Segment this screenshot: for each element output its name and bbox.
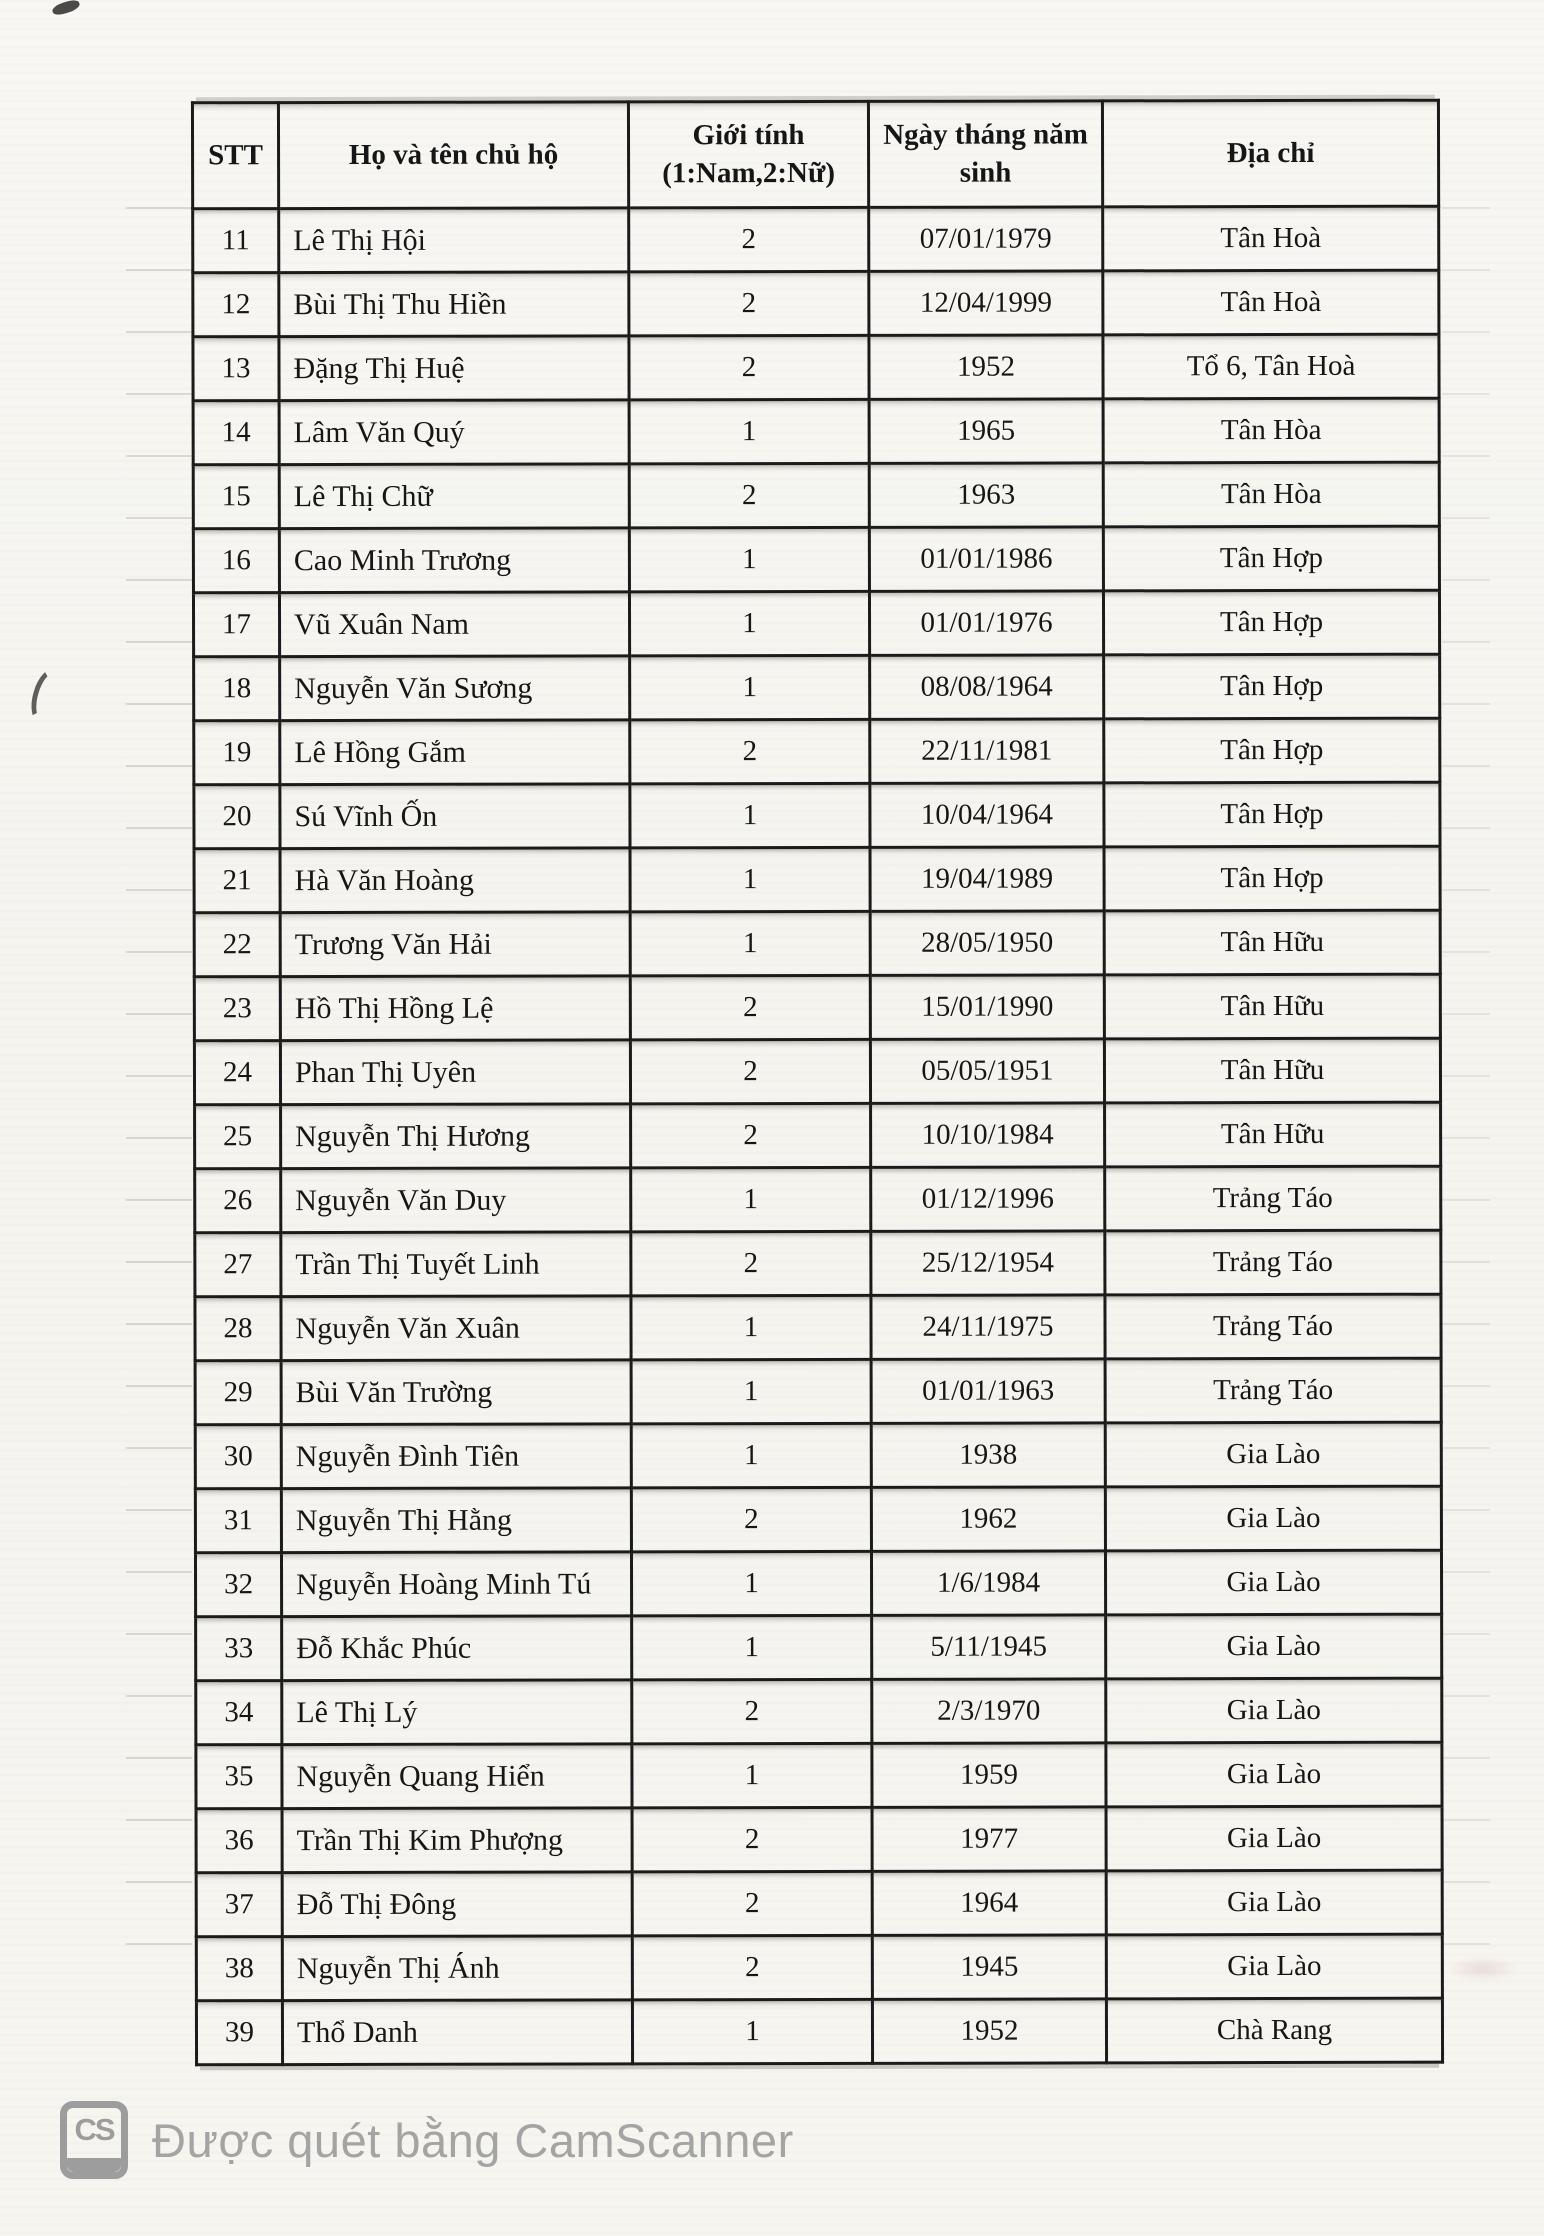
cell-gender: 1 xyxy=(630,783,870,848)
cell-dob: 28/05/1950 xyxy=(870,911,1104,975)
cell-name: Đặng Thị Huệ xyxy=(279,336,629,401)
cell-dob: 01/12/1996 xyxy=(871,1167,1105,1231)
cell-gender: 2 xyxy=(629,271,869,336)
cell-dob: 1938 xyxy=(871,1423,1105,1487)
table-row xyxy=(195,1550,1441,1617)
cell-gender: 2 xyxy=(632,1807,872,1872)
cell-name: Đỗ Khắc Phúc xyxy=(282,1616,632,1681)
cell-address: Tân Hợp xyxy=(1104,846,1440,911)
table-row xyxy=(193,206,1439,273)
table-row xyxy=(195,1422,1441,1489)
cell-name: Thổ Danh xyxy=(282,2000,632,2065)
cell-dob: 01/01/1986 xyxy=(869,527,1103,591)
cell-address: Gia Lào xyxy=(1105,1550,1441,1615)
header-gender-line2: (1:Nam,2:Nữ) xyxy=(662,156,836,189)
cell-stt: 23 xyxy=(194,977,280,1041)
cell-name: Trần Thị Tuyết Linh xyxy=(281,1232,631,1297)
cell-name: Nguyễn Thị Ánh xyxy=(282,1936,632,2001)
cell-name: Nguyễn Hoàng Minh Tú xyxy=(281,1552,631,1617)
cell-gender: 1 xyxy=(629,399,869,464)
cell-stt: 24 xyxy=(194,1041,280,1105)
cell-address: Tân Hợp xyxy=(1103,526,1439,591)
cell-address: Tân Hoà xyxy=(1103,270,1439,335)
cell-name: Nguyễn Văn Xuân xyxy=(281,1296,631,1361)
table-row xyxy=(194,910,1440,977)
cell-name: Lê Thị Chữ xyxy=(279,464,629,529)
table-row xyxy=(196,1998,1442,2065)
cell-name: Bùi Văn Trường xyxy=(281,1360,631,1425)
cell-dob: 1964 xyxy=(872,1871,1106,1935)
cell-name: Lê Thị Lý xyxy=(282,1680,632,1745)
cell-dob: 24/11/1975 xyxy=(871,1295,1105,1359)
cell-gender: 2 xyxy=(631,1487,871,1552)
cell-name: Nguyễn Quang Hiển xyxy=(282,1744,632,1809)
household-table-wrap xyxy=(191,99,1441,2067)
cs-icon-bar xyxy=(67,2158,121,2172)
cell-dob: 19/04/1989 xyxy=(870,847,1104,911)
cell-dob: 5/11/1945 xyxy=(872,1615,1106,1679)
cell-address: Tân Hòa xyxy=(1103,398,1439,463)
cell-stt: 31 xyxy=(195,1489,281,1553)
cell-name: Trần Thị Kim Phượng xyxy=(282,1808,632,1873)
cell-gender: 2 xyxy=(630,975,870,1040)
cell-name: Nguyễn Đình Tiên xyxy=(281,1424,631,1489)
cell-gender: 1 xyxy=(632,1999,872,2064)
cell-gender: 1 xyxy=(631,1295,871,1360)
cell-dob: 1959 xyxy=(872,1743,1106,1807)
cell-address: Gia Lào xyxy=(1106,1934,1442,1999)
cell-name: Đỗ Thị Đông xyxy=(282,1872,632,1937)
cell-name: Sú Vĩnh Ốn xyxy=(280,784,630,849)
cell-address: Tân Hoà xyxy=(1103,206,1439,271)
cell-gender: 2 xyxy=(631,1103,871,1168)
table-row xyxy=(194,718,1440,785)
cell-gender: 1 xyxy=(629,527,869,592)
cell-gender: 1 xyxy=(630,655,870,720)
cell-stt: 34 xyxy=(196,1681,282,1745)
table-row xyxy=(196,1934,1442,2001)
cell-gender: 2 xyxy=(631,1231,871,1296)
table-row xyxy=(194,654,1440,721)
cell-address: Tân Hữu xyxy=(1104,1038,1440,1103)
cell-name: Hồ Thị Hồng Lệ xyxy=(280,976,630,1041)
cell-gender: 1 xyxy=(630,847,870,912)
table-row xyxy=(196,1742,1442,1809)
cell-name: Nguyễn Thị Hương xyxy=(281,1104,631,1169)
cell-stt: 37 xyxy=(196,1873,282,1937)
scan-bleed-left xyxy=(126,207,192,1995)
cell-dob: 22/11/1981 xyxy=(870,719,1104,783)
table-row xyxy=(194,1038,1440,1105)
cell-name: Lê Hồng Gắm xyxy=(280,720,630,785)
header-stt: STT xyxy=(192,103,278,209)
cell-address: Tân Hợp xyxy=(1103,590,1439,655)
header-gender-line1: Giới tính xyxy=(692,118,805,152)
cell-stt: 35 xyxy=(196,1745,282,1809)
cell-address: Tân Hợp xyxy=(1104,718,1440,783)
header-dob-line2: sinh xyxy=(959,156,1012,189)
cell-stt: 21 xyxy=(194,849,280,913)
cell-stt: 13 xyxy=(193,337,279,401)
cell-dob: 2/3/1970 xyxy=(872,1679,1106,1743)
cell-address: Tân Hợp xyxy=(1104,782,1440,847)
cell-gender: 2 xyxy=(629,335,869,400)
cell-address: Tân Hữu xyxy=(1104,974,1440,1039)
cell-gender: 1 xyxy=(631,1423,871,1488)
cell-gender: 1 xyxy=(631,1359,871,1424)
cell-address: Tân Hữu xyxy=(1104,910,1440,975)
cell-address: Chà Rang xyxy=(1106,1998,1442,2063)
cell-dob: 05/05/1951 xyxy=(870,1039,1104,1103)
cell-stt: 32 xyxy=(195,1553,281,1617)
scan-speck xyxy=(51,0,81,17)
cell-address: Gia Lào xyxy=(1105,1422,1441,1487)
cell-name: Lâm Văn Quý xyxy=(279,400,629,465)
cell-gender: 2 xyxy=(629,463,869,528)
header-gender xyxy=(628,101,868,208)
cell-dob: 1952 xyxy=(872,1999,1106,2063)
cell-stt: 26 xyxy=(195,1169,281,1233)
table-row xyxy=(193,526,1439,593)
cell-dob: 15/01/1990 xyxy=(870,975,1104,1039)
header-dob-line1: Ngày tháng năm xyxy=(883,118,1088,151)
cell-address: Gia Lào xyxy=(1106,1614,1442,1679)
table-row xyxy=(194,782,1440,849)
cell-dob: 07/01/1979 xyxy=(869,207,1103,271)
table-row xyxy=(193,462,1439,529)
cell-dob: 1952 xyxy=(869,335,1103,399)
cell-address: Tân Hòa xyxy=(1103,462,1439,527)
cell-stt: 20 xyxy=(194,785,280,849)
cell-address: Trảng Táo xyxy=(1105,1294,1441,1359)
table-row xyxy=(195,1294,1441,1361)
cell-stt: 22 xyxy=(194,913,280,977)
table-row xyxy=(196,1614,1442,1681)
cell-dob: 08/08/1964 xyxy=(870,655,1104,719)
cell-address: Tân Hợp xyxy=(1104,654,1440,719)
header-dob xyxy=(868,101,1102,207)
cell-stt: 25 xyxy=(195,1105,281,1169)
cell-stt: 17 xyxy=(193,593,279,657)
cell-name: Cao Minh Trương xyxy=(279,528,629,593)
cell-gender: 1 xyxy=(632,1615,872,1680)
cell-stt: 30 xyxy=(195,1425,281,1489)
table-row xyxy=(196,1870,1442,1937)
scan-smudge xyxy=(1448,1956,1518,1982)
cell-gender: 2 xyxy=(632,1679,872,1744)
scan-bleed-right xyxy=(1442,207,1490,1995)
cell-gender: 2 xyxy=(630,1039,870,1104)
cell-dob: 10/04/1964 xyxy=(870,783,1104,847)
cell-stt: 27 xyxy=(195,1233,281,1297)
header-address: Địa chỉ xyxy=(1102,100,1438,207)
cell-stt: 39 xyxy=(196,2001,282,2065)
header-row xyxy=(192,100,1438,209)
cell-stt: 16 xyxy=(193,529,279,593)
table-row xyxy=(193,270,1439,337)
cell-name: Vũ Xuân Nam xyxy=(279,592,629,657)
table-row xyxy=(196,1806,1442,1873)
cell-gender: 1 xyxy=(631,1551,871,1616)
table-row xyxy=(194,974,1440,1041)
cell-dob: 1962 xyxy=(871,1487,1105,1551)
cell-gender: 2 xyxy=(632,1935,872,2000)
cell-address: Gia Lào xyxy=(1106,1678,1442,1743)
cell-stt: 29 xyxy=(195,1361,281,1425)
cell-address: Trảng Táo xyxy=(1105,1230,1441,1295)
cell-name: Trương Văn Hải xyxy=(280,912,630,977)
watermark-text: Được quét bằng CamScanner xyxy=(152,2113,794,2167)
cell-name: Nguyễn Văn Duy xyxy=(281,1168,631,1233)
cell-dob: 1/6/1984 xyxy=(871,1551,1105,1615)
cell-stt: 11 xyxy=(193,209,279,273)
table-row xyxy=(193,398,1439,465)
table-row xyxy=(195,1102,1441,1169)
cell-address: Trảng Táo xyxy=(1105,1358,1441,1423)
cell-dob: 01/01/1963 xyxy=(871,1359,1105,1423)
table-row xyxy=(195,1166,1441,1233)
cell-stt: 12 xyxy=(193,273,279,337)
cell-address: Gia Lào xyxy=(1106,1870,1442,1935)
cell-name: Nguyễn Thị Hằng xyxy=(281,1488,631,1553)
cell-dob: 1977 xyxy=(872,1807,1106,1871)
cell-address: Gia Lào xyxy=(1106,1742,1442,1807)
cell-stt: 28 xyxy=(195,1297,281,1361)
cell-gender: 1 xyxy=(630,911,870,976)
cell-stt: 19 xyxy=(194,721,280,785)
cell-address: Gia Lào xyxy=(1106,1806,1442,1871)
cell-gender: 1 xyxy=(632,1743,872,1808)
cell-name: Bùi Thị Thu Hiền xyxy=(279,272,629,337)
cell-gender: 1 xyxy=(629,591,869,656)
household-table xyxy=(191,99,1444,2067)
cell-gender: 2 xyxy=(632,1871,872,1936)
header-name: Họ và tên chủ hộ xyxy=(278,102,628,209)
pen-mark xyxy=(26,665,68,727)
cell-gender: 1 xyxy=(631,1167,871,1232)
table-row xyxy=(193,590,1439,657)
cell-gender: 2 xyxy=(630,719,870,784)
cell-name: Nguyễn Văn Sương xyxy=(280,656,630,721)
table-row xyxy=(196,1678,1442,1745)
table-row xyxy=(193,334,1439,401)
cell-stt: 33 xyxy=(196,1617,282,1681)
cell-name: Lê Thị Hội xyxy=(279,208,629,273)
camscanner-watermark xyxy=(60,2100,794,2180)
cell-stt: 15 xyxy=(193,465,279,529)
camscanner-cs-icon xyxy=(60,2101,128,2179)
cell-name: Hà Văn Hoàng xyxy=(280,848,630,913)
cell-dob: 01/01/1976 xyxy=(869,591,1103,655)
cell-address: Tổ 6, Tân Hoà xyxy=(1103,334,1439,399)
table-row xyxy=(195,1358,1441,1425)
cell-dob: 12/04/1999 xyxy=(869,271,1103,335)
cell-address: Gia Lào xyxy=(1105,1486,1441,1551)
cell-dob: 1945 xyxy=(872,1935,1106,1999)
cell-stt: 38 xyxy=(196,1937,282,2001)
cell-name: Phan Thị Uyên xyxy=(280,1040,630,1105)
cell-dob: 10/10/1984 xyxy=(871,1103,1105,1167)
cell-stt: 14 xyxy=(193,401,279,465)
cell-gender: 2 xyxy=(629,207,869,272)
cs-icon-letters: CS xyxy=(74,2112,114,2147)
table-row xyxy=(195,1230,1441,1297)
cell-address: Tân Hữu xyxy=(1105,1102,1441,1167)
cell-stt: 18 xyxy=(194,657,280,721)
cell-dob: 25/12/1954 xyxy=(871,1231,1105,1295)
cell-dob: 1963 xyxy=(869,463,1103,527)
table-row xyxy=(195,1486,1441,1553)
table-row xyxy=(194,846,1440,913)
cell-dob: 1965 xyxy=(869,399,1103,463)
cell-address: Trảng Táo xyxy=(1105,1166,1441,1231)
cell-stt: 36 xyxy=(196,1809,282,1873)
